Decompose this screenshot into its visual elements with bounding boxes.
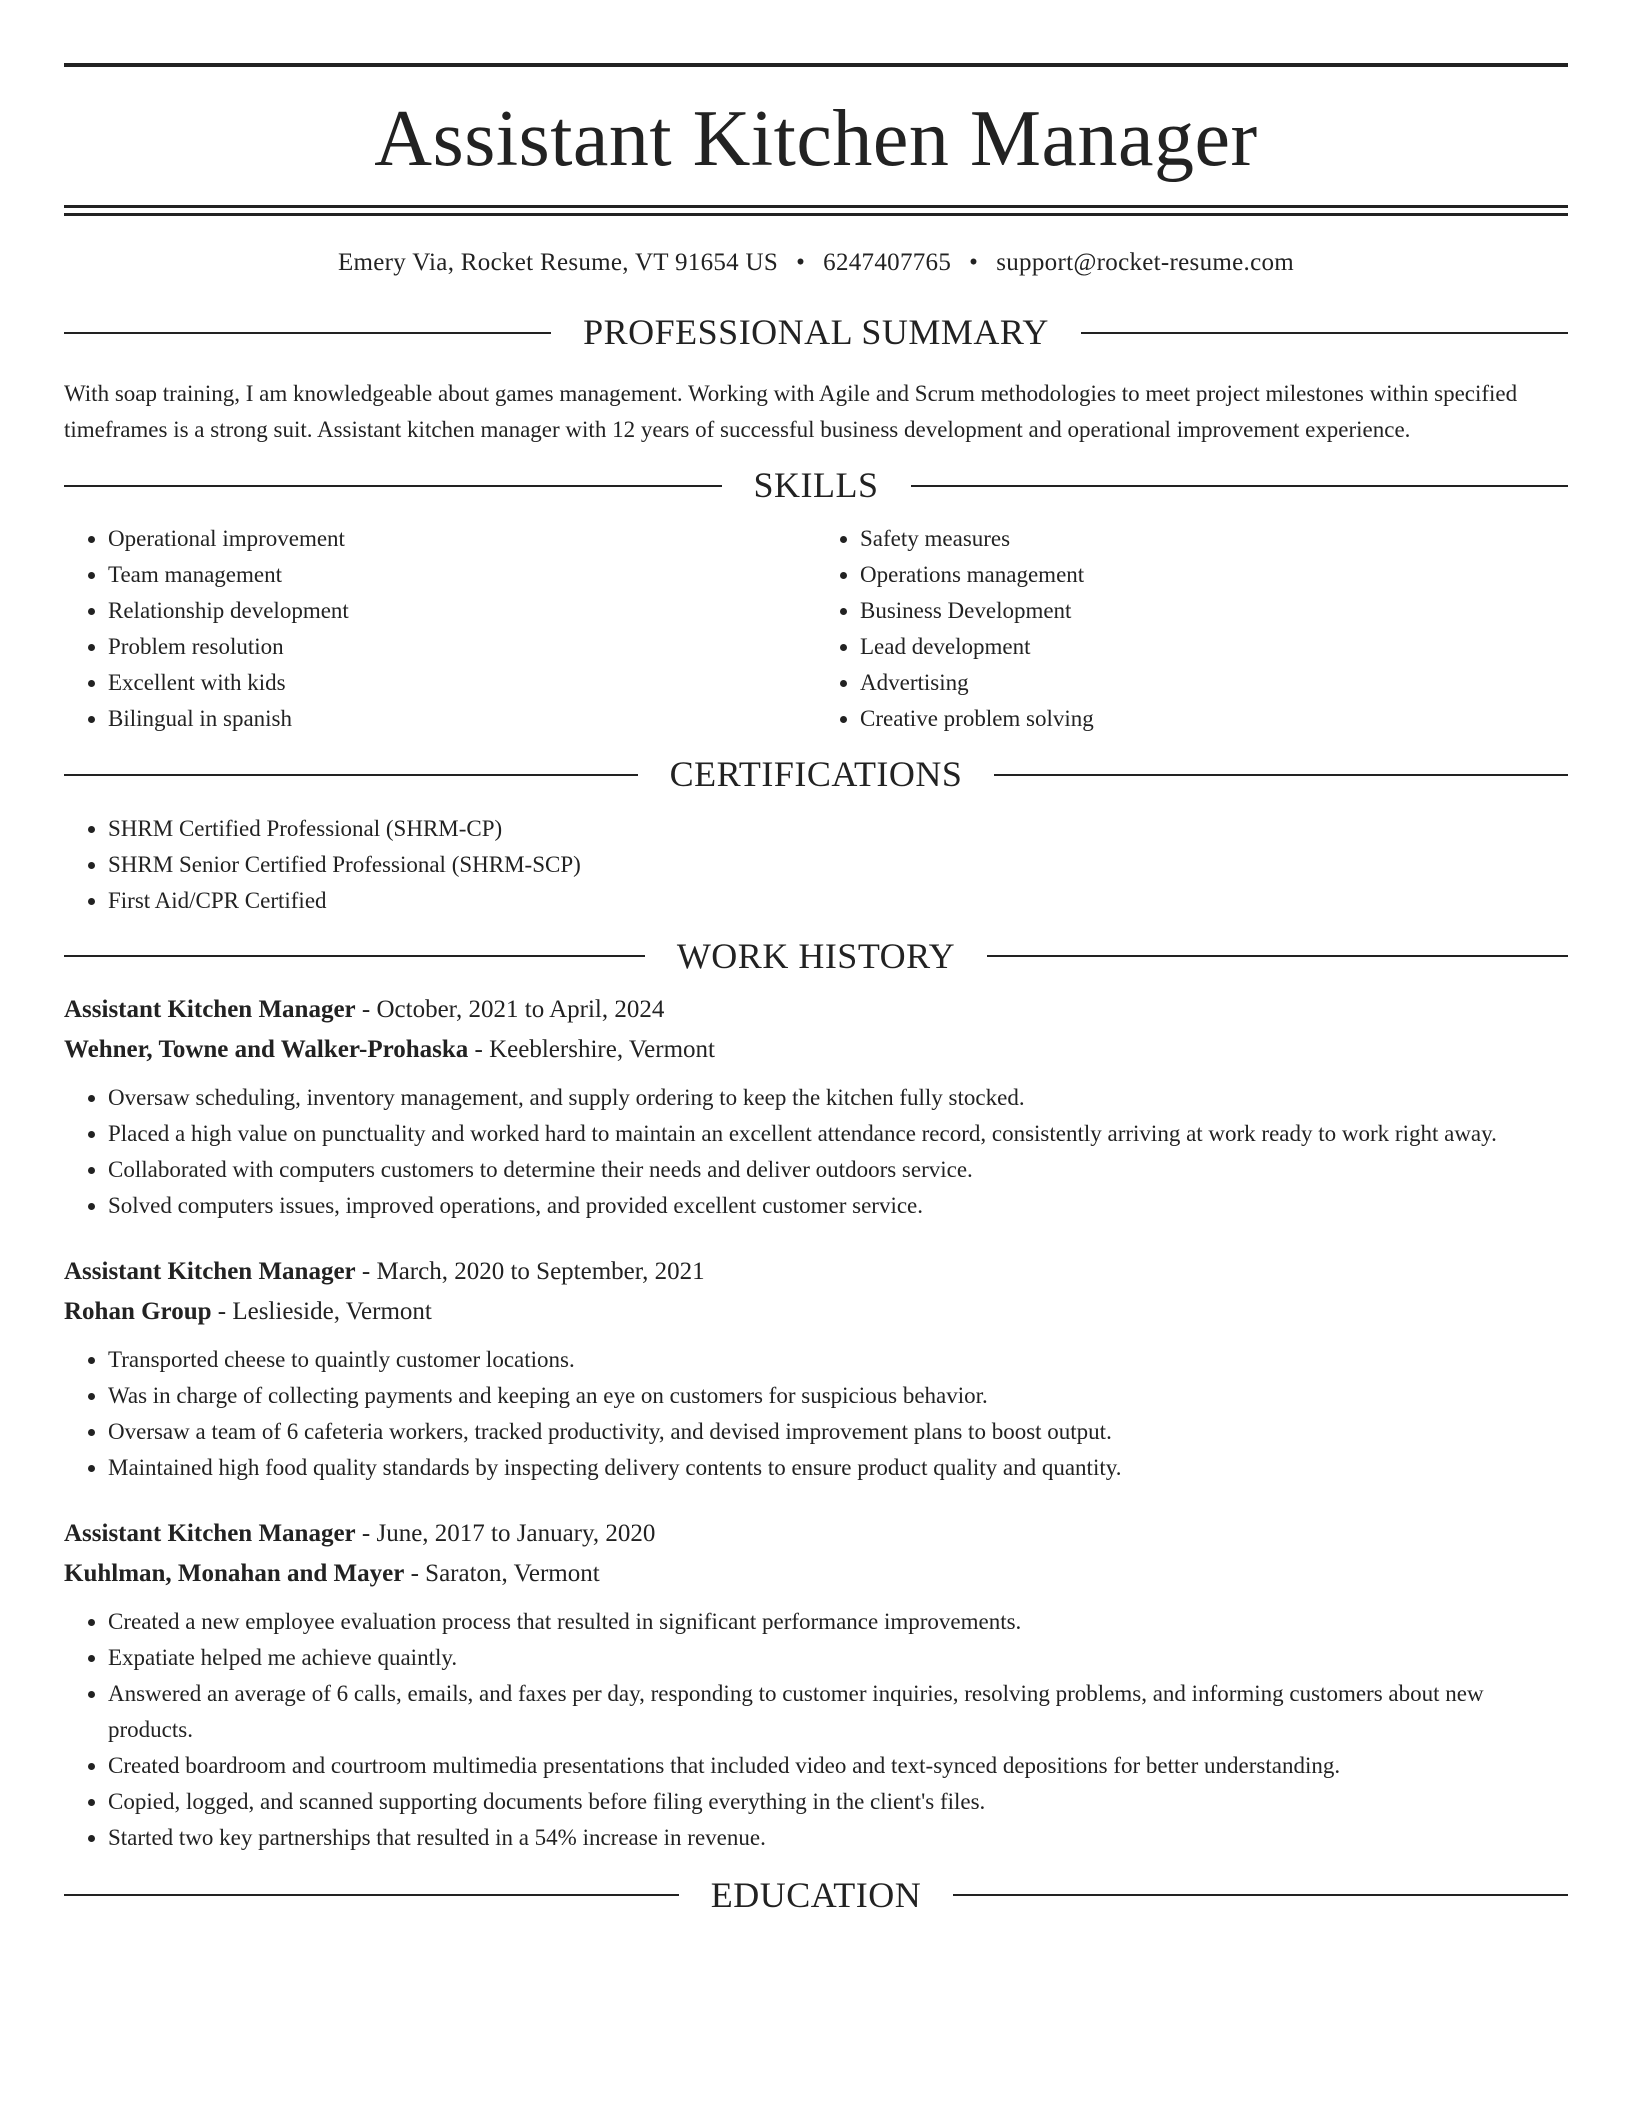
skill-item: • Operations management — [860, 557, 1568, 593]
skills-columns — [64, 521, 1568, 737]
skill-item: • Team management — [108, 557, 816, 593]
skill-item: • Relationship development — [108, 593, 816, 629]
section-education — [64, 1874, 1568, 1917]
job-bullet: • Created a new employee evaluation process that resulted in significant performance improvements. — [108, 1604, 1568, 1640]
job-bullet: • Oversaw scheduling, inventory management, and supply ordering to keep the kitchen fully stocked. — [108, 1080, 1568, 1116]
job-title-line — [64, 1252, 1568, 1292]
section-heading: PROFESSIONAL SUMMARY — [583, 312, 1049, 352]
section-rule-left — [64, 332, 551, 334]
section-heading: WORK HISTORY — [676, 935, 956, 976]
skills-list-left — [64, 521, 816, 737]
title-double-rule — [64, 205, 1568, 216]
job-company: Rohan Group — [64, 1297, 212, 1325]
job-bullet: • Started two key partnerships that resulted in a 54% increase in revenue. — [108, 1820, 1568, 1856]
job-bullets — [64, 1604, 1568, 1856]
section-rule-right — [911, 485, 1569, 487]
section-rule-left — [64, 955, 645, 957]
contact-phone: 6247407765 — [823, 249, 952, 276]
job-location: - Leslieside, Vermont — [211, 1297, 432, 1325]
job-bullets — [64, 1080, 1568, 1224]
section-certifications — [64, 753, 1568, 796]
job-bullet: • Placed a high value on punctuality and worked hard to maintain an excellent attendance record, consistently arriving at work ready to work right away. — [108, 1116, 1568, 1152]
job-company-line — [64, 1292, 1568, 1332]
section-skills — [64, 464, 1568, 507]
skill-item: • Business Development — [860, 593, 1568, 629]
skill-item: • Lead development — [860, 629, 1568, 665]
job-entry — [64, 1514, 1568, 1856]
job-title-line — [64, 990, 1568, 1030]
skill-item: • Creative problem solving — [860, 701, 1568, 737]
skills-list-right — [816, 521, 1568, 737]
job-dates: - October, 2021 to April, 2024 — [355, 995, 665, 1023]
job-location: - Keeblershire, Vermont — [468, 1035, 715, 1063]
section-rule-right — [1081, 332, 1568, 334]
job-bullet: • Answered an average of 6 calls, emails, and faxes per day, responding to customer inquiries, resolving problems, and informing customers about new products. — [108, 1676, 1568, 1748]
resume-title: Assistant Kitchen Manager — [374, 95, 1258, 183]
job-company: Kuhlman, Monahan and Mayer — [64, 1559, 405, 1587]
job-company: Wehner, Towne and Walker-Prohaska — [64, 1035, 469, 1063]
job-entry — [64, 1252, 1568, 1486]
section-professional-summary — [64, 311, 1568, 354]
job-role: Assistant Kitchen Manager — [64, 1257, 356, 1285]
certification-item: • SHRM Certified Professional (SHRM-CP) — [108, 811, 1568, 847]
certifications-list — [64, 811, 1568, 919]
job-bullet: • Copied, logged, and scanned supporting documents before filing everything in the client's files. — [108, 1784, 1568, 1820]
contact-email: support@rocket-resume.com — [996, 249, 1295, 276]
job-company-line — [64, 1554, 1568, 1594]
job-location: - Saraton, Vermont — [404, 1559, 600, 1587]
job-bullet: • Created boardroom and courtroom multimedia presentations that included video and text-synced depositions for better understanding. — [108, 1748, 1568, 1784]
job-bullet: • Maintained high food quality standards by inspecting delivery contents to ensure product quality and quantity. — [108, 1450, 1568, 1486]
top-rule — [64, 63, 1568, 67]
job-title-line — [64, 1514, 1568, 1554]
section-rule-right — [953, 1894, 1568, 1896]
section-rule-right — [987, 955, 1568, 957]
skill-item: • Safety measures — [860, 521, 1568, 557]
section-rule-right — [994, 774, 1568, 776]
job-bullets — [64, 1342, 1568, 1486]
summary-text: With soap training, I am knowledgeable about games management. Working with Agile and Scrum methodologies to meet project milestones within specified timeframes is a strong suit. Assistant kitchen manager with 12 years of successful business development and operational improvement experience. — [64, 381, 1518, 443]
job-dates: - March, 2020 to September, 2021 — [355, 1257, 705, 1285]
contact-separator: • — [796, 249, 806, 276]
skill-item: • Excellent with kids — [108, 665, 816, 701]
job-entry — [64, 990, 1568, 1224]
skill-item: • Bilingual in spanish — [108, 701, 816, 737]
job-bullet: • Solved computers issues, improved operations, and provided excellent customer service. — [108, 1188, 1568, 1224]
job-company-line — [64, 1030, 1568, 1070]
skill-item: • Problem resolution — [108, 629, 816, 665]
section-heading: SKILLS — [753, 465, 879, 506]
job-dates: - June, 2017 to January, 2020 — [355, 1519, 656, 1547]
skill-item: • Operational improvement — [108, 521, 816, 557]
certification-item: • First Aid/CPR Certified — [108, 883, 1568, 919]
certification-item: • SHRM Senior Certified Professional (SHRM-SCP) — [108, 847, 1568, 883]
section-rule-left — [64, 485, 722, 487]
contact-line — [64, 249, 1568, 277]
job-bullet: • Collaborated with computers customers to determine their needs and deliver outdoors service. — [108, 1152, 1568, 1188]
contact-separator: • — [969, 249, 979, 276]
job-role: Assistant Kitchen Manager — [64, 995, 356, 1023]
job-bullet: • Was in charge of collecting payments and keeping an eye on customers for suspicious behavior. — [108, 1378, 1568, 1414]
job-bullet: • Transported cheese to quaintly customer locations. — [108, 1342, 1568, 1378]
section-work-history — [64, 935, 1568, 978]
section-rule-left — [64, 774, 638, 776]
contact-address: Emery Via, Rocket Resume, VT 91654 US — [337, 249, 779, 276]
job-bullet: • Expatiate helped me achieve quaintly. — [108, 1640, 1568, 1676]
section-heading: CERTIFICATIONS — [669, 754, 963, 795]
skill-item: • Advertising — [860, 665, 1568, 701]
section-heading: EDUCATION — [710, 1874, 922, 1915]
section-rule-left — [64, 1894, 679, 1896]
job-role: Assistant Kitchen Manager — [64, 1519, 356, 1547]
job-bullet: • Oversaw a team of 6 cafeteria workers, tracked productivity, and devised improvement plans to boost output. — [108, 1414, 1568, 1450]
